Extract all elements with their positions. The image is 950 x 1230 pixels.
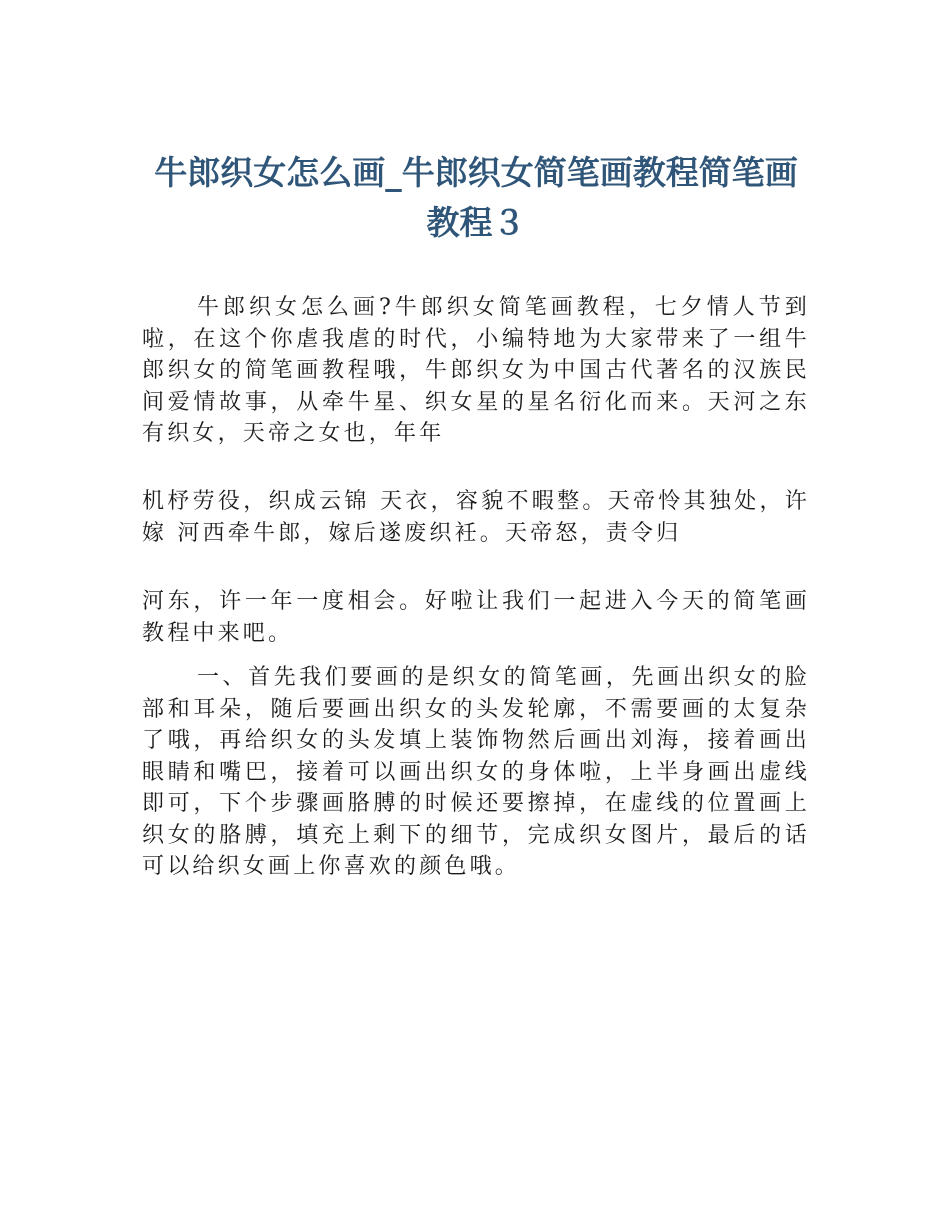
- paragraph-legend: 机杼劳役，织成云锦 天衣，容貌不暇整。天帝怜其独处，许嫁 河西牵牛郎，嫁后遂废织衽。天帝怒，责令归: [142, 489, 810, 546]
- paragraph-intro: 牛郎织女怎么画?牛郎织女简笔画教程，七夕情人节到啦，在这个你虐我虐的时代，小编特地为大家带来了一组牛郎织女的简笔画教程哦，牛郎织女为中国古代著名的汉族民间爱情故事，从牵牛星、织女星的星名衍化而来。天河之东有织女，天帝之女也，年年: [142, 295, 810, 446]
- document-title: 牛郎织女怎么画_牛郎织女简笔画教程简笔画教程３: [154, 153, 798, 242]
- paragraph-transition: 河东，许一年一度相会。好啦让我们一起进入今天的简笔画教程中来吧。: [142, 589, 810, 646]
- paragraph-step-one: 一、首先我们要画的是织女的简笔画，先画出织女的脸部和耳朵，随后要画出织女的头发轮廓，不需要画的太复杂了哦，再给织女的头发填上装饰物然后画出刘海，接着画出眼睛和嘴巴，接着可以画出织女的身体啦，上半身画出虚线即可，下个步骤画胳膊的时候还要擦掉，在虚线的位置画上织女的胳膊，填充上剩下的细节，完成织女图片，最后的话可以给织女画上你喜欢的颜色哦。: [142, 665, 810, 879]
